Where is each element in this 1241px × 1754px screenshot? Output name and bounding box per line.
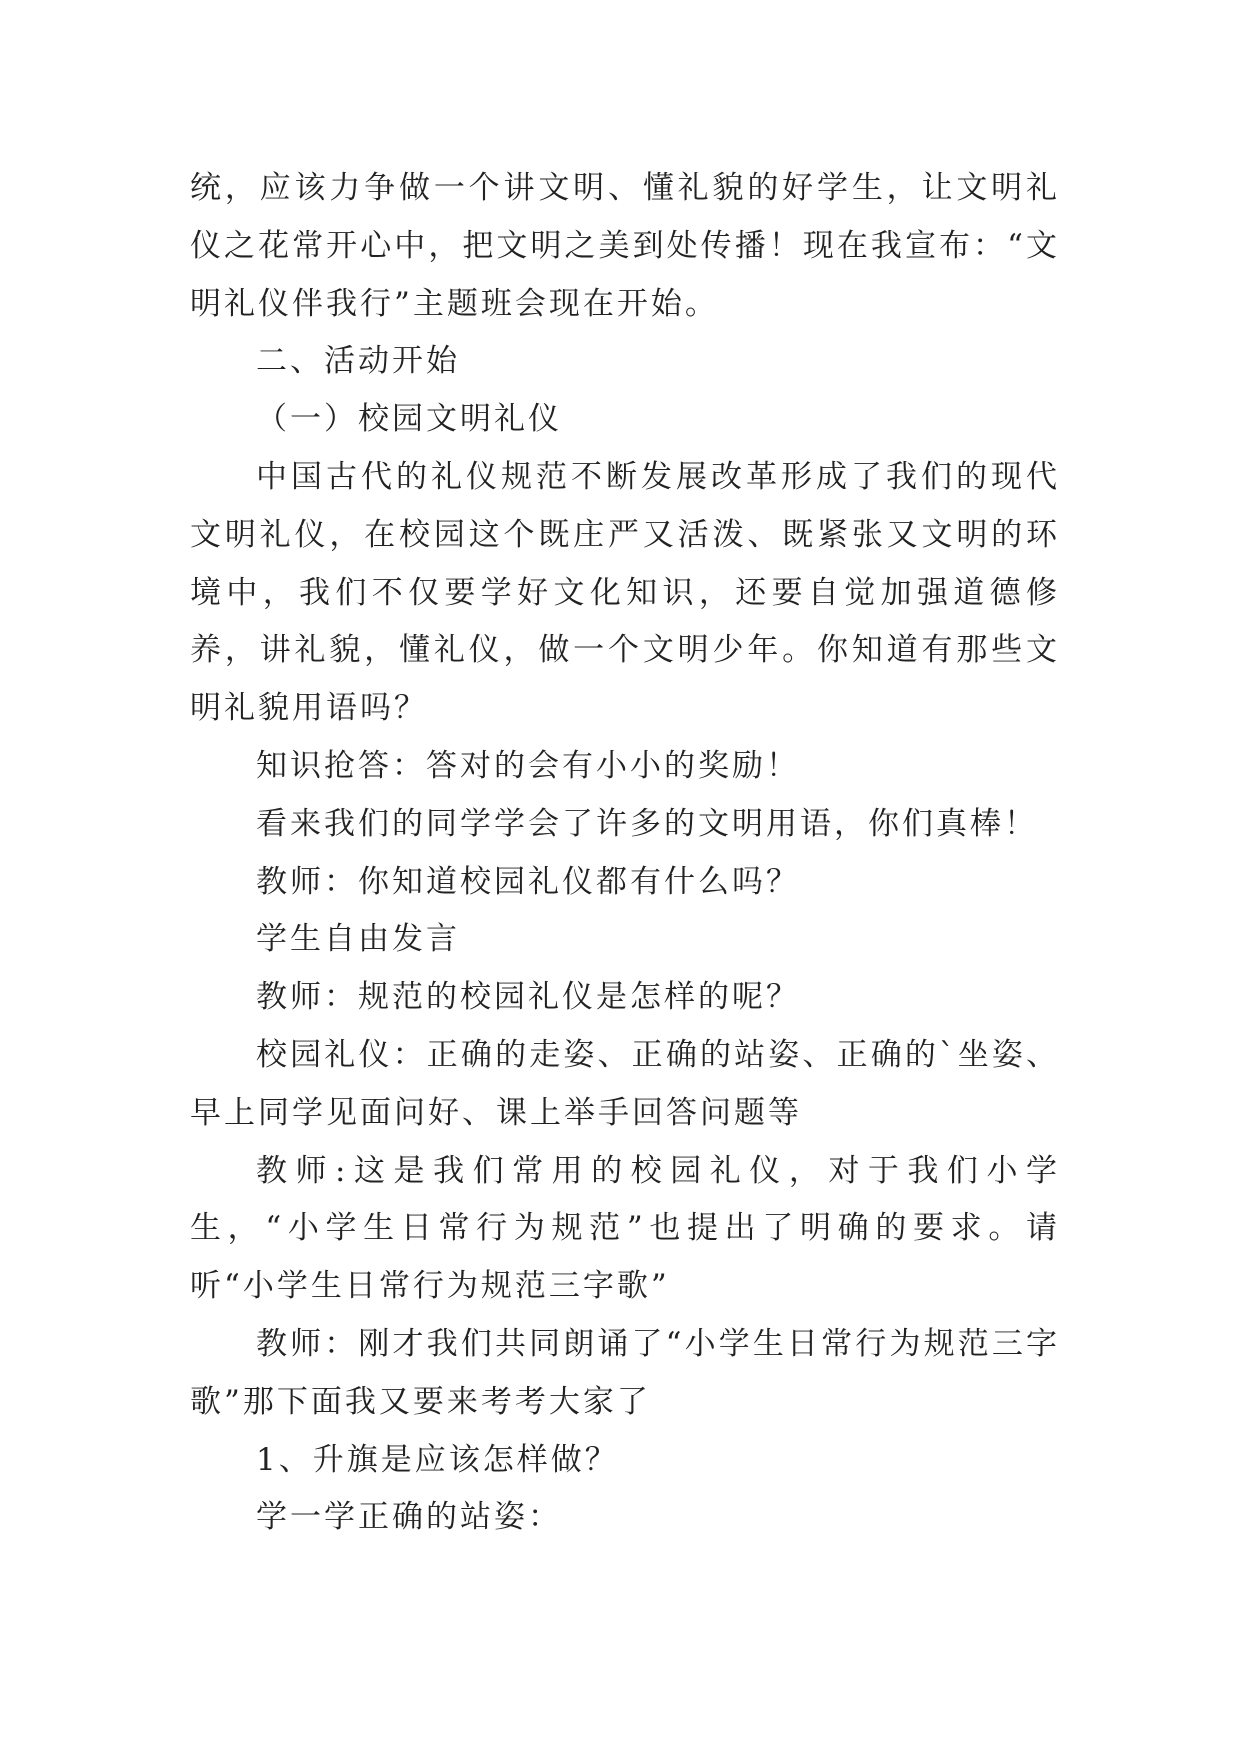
paragraph: 教师：你知道校园礼仪都有什么吗？ [256, 863, 800, 900]
paragraph: 知识抢答：答对的会有小小的奖励！ [256, 747, 800, 784]
subsection-heading: （一）校园文明礼仪 [256, 401, 562, 438]
paragraph: 教师：规范的校园礼仪是怎样的呢？ [256, 979, 800, 1016]
paragraph: 学生自由发言 [256, 921, 460, 958]
paragraph: 教师:这是我们常用的校园礼仪，对于我们小学生，“小学生日常行为规范”也提出了明确的要求。请听“小学生日常行为规范三字歌” [190, 1152, 1060, 1305]
paragraph-continuation: 统，应该力争做一个讲文明、懂礼貌的好学生，让文明礼仪之花常开心中，把文明之美到处传播！现在我宣布：“文明礼仪伴我行”主题班会现在开始。 [190, 170, 1060, 322]
section-heading: 二、活动开始 [256, 343, 460, 380]
paragraph: 校园礼仪：正确的走姿、正确的站姿、正确的`坐姿、早上同学见面问好、课上举手回答问题等 [190, 1036, 1060, 1131]
numbered-question: 1、升旗是应该怎样做？ [256, 1441, 619, 1478]
document-body [190, 160, 1060, 1547]
paragraph: 学一学正确的站姿： [256, 1499, 562, 1536]
paragraph: 中国古代的礼仪规范不断发展改革形成了我们的现代文明礼仪，在校园这个既庄严又活泼、既紧张又文明的环境中，我们不仅要学好文化知识，还要自觉加强道德修养，讲礼貌，懂礼仪，做一个文明少年。你知道有那些文明礼貌用语吗？ [190, 458, 1060, 727]
paragraph: 教师：刚才我们共同朗诵了“小学生日常行为规范三字歌”那下面我又要来考考大家了 [190, 1325, 1060, 1420]
paragraph: 看来我们的同学学会了许多的文明用语，你们真棒！ [256, 805, 1038, 842]
